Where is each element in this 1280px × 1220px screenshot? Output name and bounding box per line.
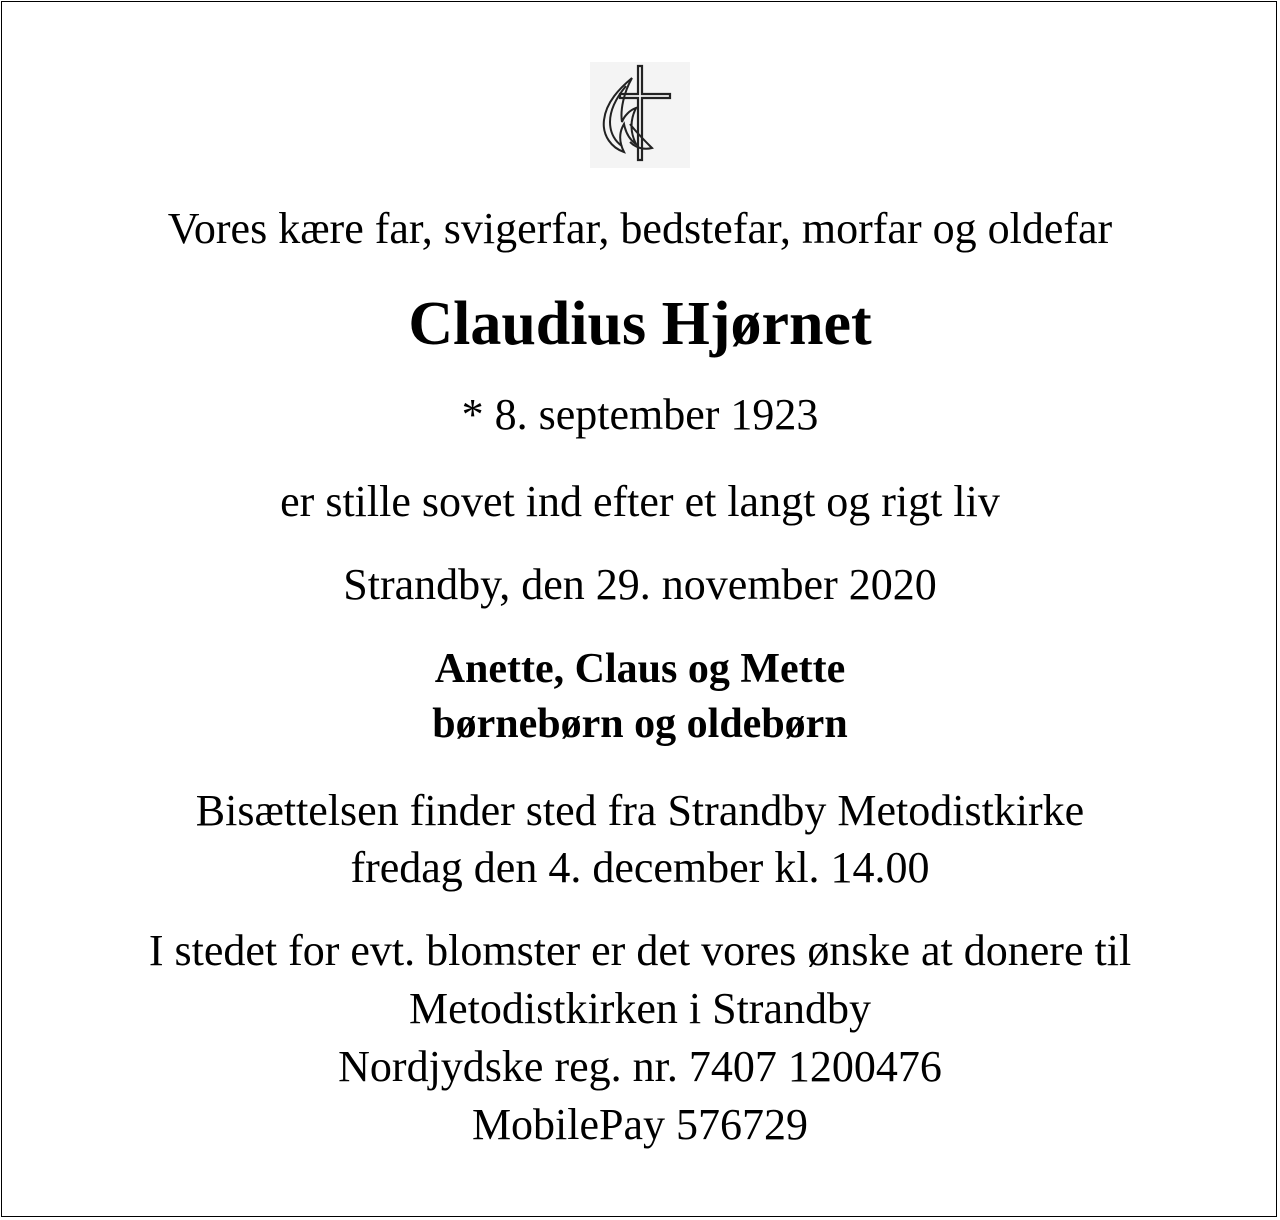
methodist-cross-and-flame-icon [590,62,690,168]
donation-line-1: I stedet for evt. blomster er det vores ønske at donere til [148,926,1132,975]
passing-line: er stille sovet ind efter et langt og rigt liv [280,477,1000,526]
funeral-line-2: fredag den 4. december kl. 14.00 [350,843,930,892]
donation-line-4: MobilePay 576729 [471,1100,809,1149]
signed-by-line-2: børnebørn og oldebørn [432,701,848,747]
donation-line-2: Metodistkirken i Strandby [409,984,871,1033]
birth-date: * 8. september 1923 [461,390,819,439]
donation-line-3: Nordjydske reg. nr. 7407 1200476 [338,1042,942,1091]
deceased-name: Claudius Hjørnet [408,290,872,358]
place-and-date: Strandby, den 29. november 2020 [343,560,937,609]
notice-frame [1,1,1277,1217]
intro-line: Vores kære far, svigerfar, bedstefar, morfar og oldefar [167,204,1113,253]
signed-by-line-1: Anette, Claus og Mette [434,646,846,692]
funeral-line-1: Bisættelsen finder sted fra Strandby Metodistkirke [195,786,1085,835]
